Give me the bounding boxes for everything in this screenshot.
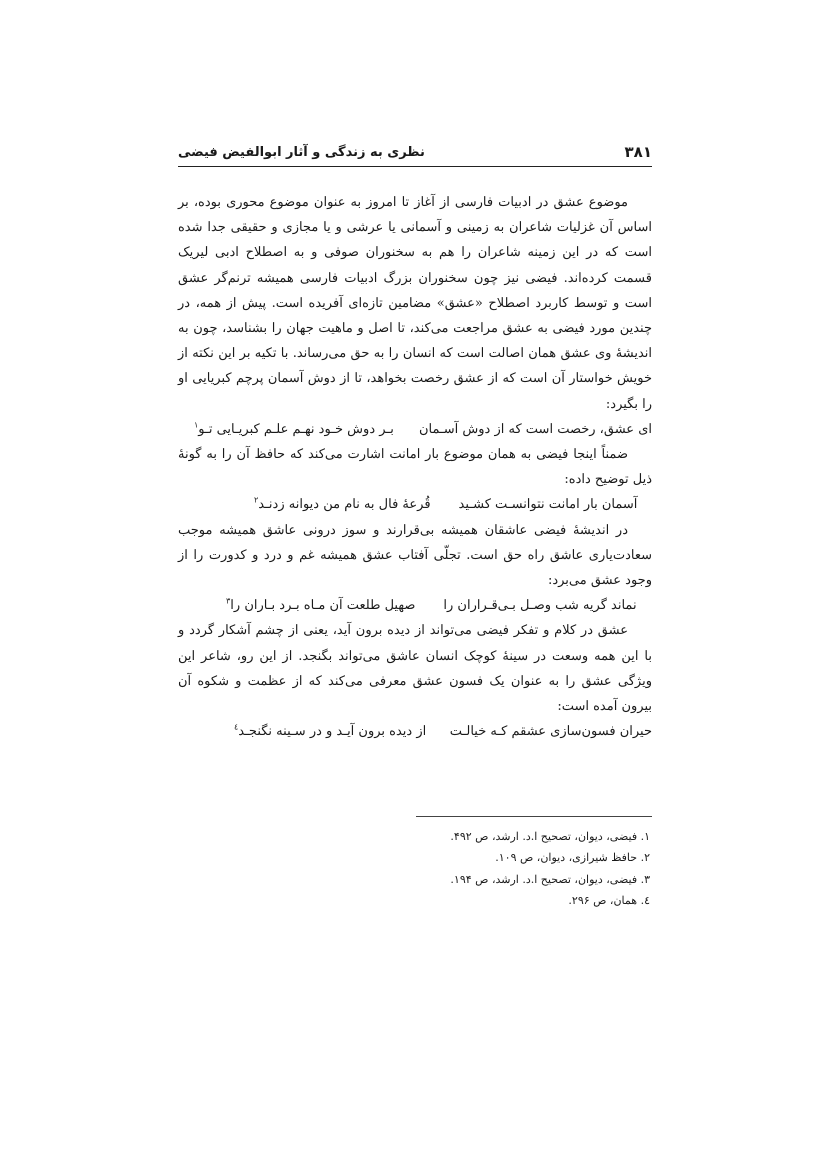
page-number: ۳۸۱	[624, 143, 652, 161]
running-header	[178, 141, 652, 167]
footnote-ref-2: ۲	[254, 496, 259, 506]
verse-3	[178, 593, 652, 618]
footnote-4: ٤. همان، ص ۲۹۶.	[568, 893, 650, 907]
footnotes	[350, 826, 650, 911]
footnote-rule	[416, 816, 652, 817]
paragraph-3: در اندیشهٔ فیضی عاشقان همیشه بی‌قرارند و سوز درونی عاشق همیشه موجب سعادت‌یاری عاشق راه حق است. تجلّی آفتاب عشق همیشه غم و درد و کدورت را از وجود عشق می‌برد:	[178, 522, 652, 589]
verse-1-hemistich-2: بـر دوش خـود نهـم علـم کبریـایی تـو$^۱$	[194, 420, 394, 437]
verse-1	[178, 417, 652, 442]
verse-2-hemistich-1: آسمان بار امانت نتوانسـت کشـید	[458, 497, 638, 513]
main-text	[178, 190, 652, 744]
verse-3-hemistich-1: نماند گریه شب وصـل بـی‌قـراران را	[443, 598, 637, 614]
verse-4	[178, 719, 652, 744]
header-rule	[178, 166, 652, 167]
paragraph-2: ضمناً اینجا فیضی به همان موضوع بار امانت اشارت می‌کند که حافظ آن را به گونهٔ ذیل توضیح داده:	[178, 447, 652, 488]
footnote-1: ۱. فیضی، دیوان، تصحیح ا.د. ارشد، ص ۴۹۲.	[450, 830, 650, 843]
verse-3-hemistich-2: صهیل طلعت آن مـاه بـرد بـاران را$^۳$	[226, 596, 416, 614]
footnote-ref-1: ۱	[194, 420, 199, 430]
verse-2-hemistich-2: قُرعهٔ فال به نام من دیوانه زدنـد$^۲$	[254, 496, 431, 513]
paragraph-4: عشق در کلام و تفکر فیضی می‌تواند از دیده برون آید، یعنی از چشم آشکار گردد و با این همه وسعت در سینهٔ کوچک انسان عاشق می‌تواند بگنجد. از این رو، شاعر این ویژگی عشق را به عنوان یک فسون عشق معرفی می‌کند که از عظمت و شکوه آن بیرون آمده است:	[178, 623, 652, 715]
verse-2	[178, 492, 652, 517]
verse-1-hemistich-1: ای عشق، رخصت است که از دوش آسـمان	[418, 421, 652, 437]
verse-4-hemistich-2: از دیده برون آیـد و در سـینه نگنجـد$^٤$	[234, 722, 427, 740]
paragraph-1: موضوع عشق در ادبیات فارسی از آغاز تا امروز به عنوان موضوع محوری بوده، بر اساس آن غزلیات شاعران به زمینی و آسمانی یا عرشی و یا مجازی و حقیقی جدا شده است که در این زمینه شاعران را هم به سخنوران صوفی و به اصطلاح ادبی لیریک قسمت کرده‌اند. فیضی نیز چون سخنوران بزرگ ادبیات فارسی همیشه ترنم‌گر عشق است و توسط کاربرد اصطلاح «عشق» مضامین تازه‌ای آفریده است. پیش از همه، در چندین مورد فیضی به عشق مراجعت می‌کند، تا اصل و ماهیت جهان را بشناسد، چون به اندیشهٔ وی عشق همان اصالت است که انسان را به حق می‌رساند. با تکیه بر این نکته از خویش خواستار آن است که از عشق رخصت بخواهد، تا از دوش آسمان پرچم کبریایی او را بگیرد:	[178, 195, 652, 412]
footnote-ref-4: ٤	[234, 722, 239, 732]
footnote-2: ۲. حافظ شیرازی، دیوان، ص ۱۰۹.	[495, 851, 650, 865]
footnote-ref-3: ۳	[226, 596, 231, 606]
verse-4-hemistich-1: حیران فسون‌سازی عشقم کـه خیالـت	[449, 724, 652, 740]
footnote-3: ۳. فیضی، دیوان، تصحیح ا.د. ارشد، ص ۱۹۴.	[450, 872, 650, 886]
running-title: نظری به زندگی و آثار ابوالفیض فیضی	[178, 145, 425, 160]
